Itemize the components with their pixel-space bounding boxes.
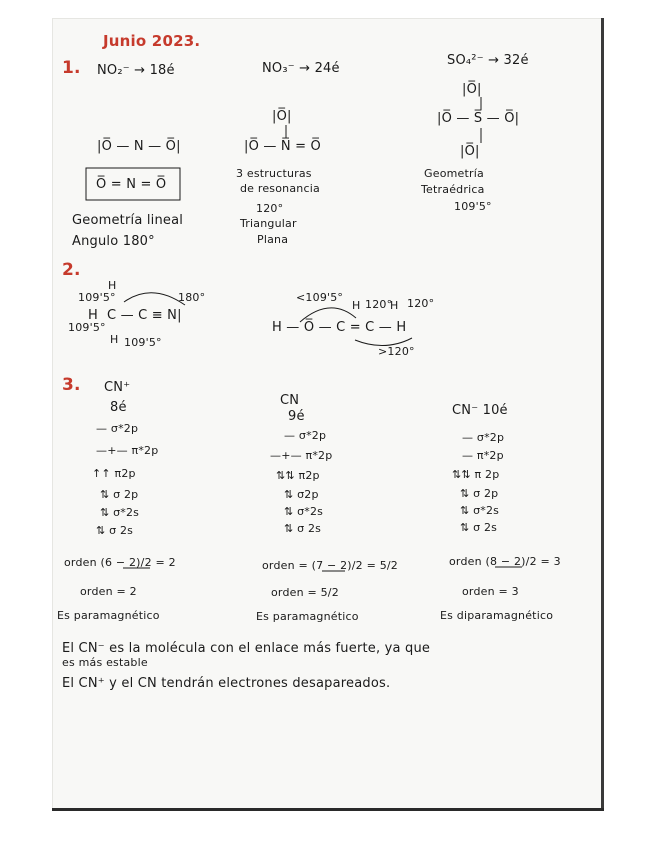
conclusion-line-2: El CN⁺ y el CN tendrán electrones desapareados. [62, 676, 391, 691]
col2-orden-eq: orden = (7 − 2)/2 = 5/2 [262, 559, 398, 572]
col2-level-4: ⇅ σ2p [284, 488, 319, 501]
no2-resonance-box [86, 168, 180, 200]
m2-angle-1: <109'5° [296, 291, 344, 304]
col2-orden-result: orden = 5/2 [271, 586, 339, 599]
no3-geometry-line1: Triangular [240, 217, 297, 230]
col1-level-4: ⇅ σ 2p [100, 488, 139, 501]
col3-orden-eq: orden (8 − 2)/2 = 3 [449, 555, 561, 568]
col2-electrons: 9é [288, 409, 305, 424]
col3-level-4: ⇅ σ 2p [460, 487, 499, 500]
col2-magnetism: Es paramagnético [256, 610, 359, 623]
so4-top-oxygen: |O̅| [462, 82, 482, 97]
col1-orden-result: orden = 2 [80, 585, 137, 598]
col3-level-6: ⇅ σ 2s [460, 521, 498, 534]
m2-chain: H — O̅ — C = C — H [272, 320, 407, 335]
col3-level-2: — π*2p [462, 449, 504, 462]
no3-resonance-line2: de resonancia [240, 182, 320, 195]
m1-h-top: H [108, 279, 117, 292]
no2-resonance-boxed: O̅ = N = O̅ [96, 177, 167, 192]
question-1-number: 1. [62, 58, 81, 78]
col1-level-6: ⇅ σ 2s [96, 524, 134, 537]
m1-core-chain: C — C ≡ N| [107, 308, 182, 323]
m2-h-top-2: H [390, 299, 399, 312]
m1-angle-3: 180° [178, 291, 206, 304]
so4-geometry-line1: Geometría [424, 167, 484, 180]
col1-level-3: ↑↑ π2p [92, 467, 136, 480]
col1-level-5: ⇅ σ*2s [100, 506, 140, 519]
col2-level-3: ⇅⇅ π2p [276, 469, 320, 482]
col1-orden-eq: orden (6 − 2)/2 = 2 [64, 556, 176, 569]
col1-level-1: — σ*2p [96, 422, 139, 435]
m1-angle-2: 109'5° [68, 321, 106, 334]
col1-species: CN⁺ [104, 380, 131, 395]
conclusion-line-1: El CN⁻ es la molécula con el enlace más fuerte, ya que [62, 641, 431, 656]
no2-lewis: |O̅ — N — O̅| [97, 139, 181, 154]
no3-angle: 120° [256, 202, 284, 215]
m1-h-left: H [88, 308, 98, 323]
m1-angle-arc-right [124, 293, 185, 305]
page-heading: Junio 2023. [103, 32, 201, 50]
col2-level-2: —+— π*2p [270, 449, 333, 462]
m2-angle-arc-bottom [355, 338, 412, 346]
m1-angle-1: 109'5° [78, 291, 116, 304]
m2-angle-arc-left [300, 308, 356, 322]
question-2-number: 2. [62, 260, 81, 280]
no3-geometry-line2: Plana [257, 233, 289, 246]
col3-species: CN⁻ 10é [452, 403, 508, 418]
so4-bottom-oxygen: |O̅| [460, 144, 480, 159]
m2-angle-4: >120° [378, 345, 415, 358]
col1-level-2: —+— π*2p [96, 444, 159, 457]
no2-formula: NO₂⁻ → 18é [97, 63, 175, 78]
col3-orden-result: orden = 3 [462, 585, 519, 598]
col2-species: CN [280, 393, 300, 408]
no2-geometry: Geometría lineal [72, 213, 184, 228]
col2-level-5: ⇅ σ*2s [284, 505, 324, 518]
col2-level-1: — σ*2p [284, 429, 327, 442]
m2-angle-3: 120° [407, 297, 435, 310]
col3-level-1: — σ*2p [462, 431, 505, 444]
col1-electrons: 8é [110, 400, 127, 415]
so4-formula: SO₄²⁻ → 32é [447, 53, 529, 68]
no2-angle: Angulo 180° [72, 234, 155, 249]
m1-angle-4: 109'5° [124, 336, 162, 349]
no3-formula: NO₃⁻ → 24é [262, 61, 340, 76]
so4-center-row: |O̅ — S̅ — O̅| [437, 111, 520, 126]
question-3-number: 3. [62, 375, 81, 395]
m2-angle-2: 120° [365, 298, 393, 311]
col3-magnetism: Es diparamagnético [440, 609, 554, 622]
no3-top-oxygen: |O̅| [272, 109, 292, 124]
conclusion-line-1b: es más estable [62, 656, 148, 669]
col1-magnetism: Es paramagnético [57, 609, 160, 622]
no3-lewis-row: |O̅ — N̅ = O̅ [244, 139, 321, 154]
m1-h-bottom: H [110, 333, 119, 346]
m2-h-top-1: H [352, 299, 361, 312]
no3-resonance-line1: 3 estructuras [236, 167, 312, 180]
col3-level-3: ⇅⇅ π 2p [452, 468, 500, 481]
so4-angle: 109'5° [454, 200, 492, 213]
so4-geometry-line2: Tetraédrica [421, 183, 485, 196]
col2-level-6: ⇅ σ 2s [284, 522, 322, 535]
col3-level-5: ⇅ σ*2s [460, 504, 500, 517]
